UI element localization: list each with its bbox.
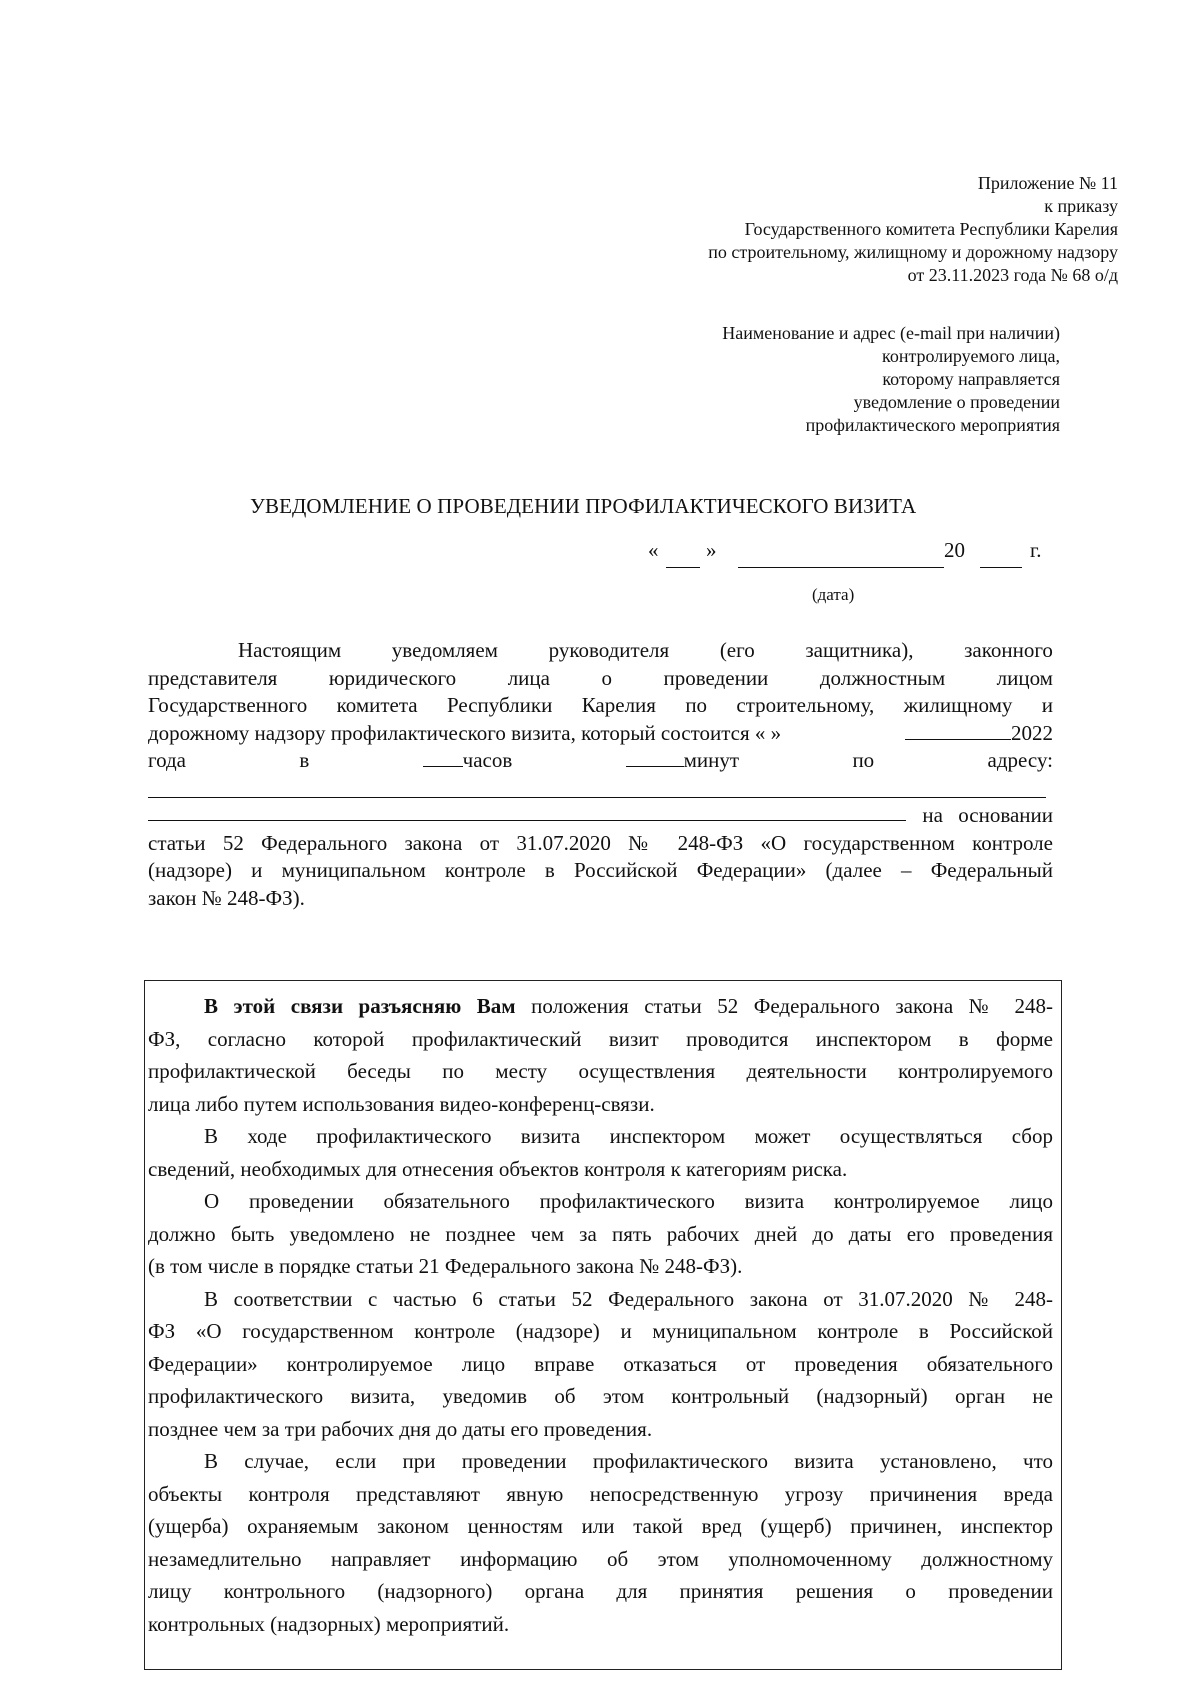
notice-paragraph-2: В ходе профилактического визита инспектором может осуществляться сбор сведений, необходимых для отнесения объектов контроля к категориям риска. (148, 1124, 1053, 1181)
notice-text (148, 990, 1053, 1640)
addressee-line: контролируемого лица, (881, 346, 1060, 366)
date-caption: (дата) (812, 585, 855, 604)
intro-line-10: закон № 248-ФЗ). (148, 885, 305, 910)
visit-minutes-blank[interactable] (626, 748, 684, 767)
intro-line-4: дорожному надзору профилактического визита, который состоится « » 2022 (148, 720, 1053, 745)
notice-paragraph-3: О проведении обязательного профилактического визита контролируемое лицо должно быть уведомлено не позднее чем за пять рабочих дней до даты его проведения (в том числе в порядке статьи 21 Федерального закона № 248-ФЗ). (148, 1189, 1053, 1278)
addressee-line: которому направляется (882, 369, 1060, 389)
notice-paragraph-4: В соответствии с частью 6 статьи 52 Федерального закона от 31.07.2020 № 248- ФЗ «О государственном контроле (надзоре) и муниципальном контроле в Российской Федерации» контролируемое лицо вправе отказаться от проведения обязательного профилактического визита, уведомив об этом контрольный (надзорный) орган не позднее чем за три рабочих дня до даты его проведения. (148, 1286, 1053, 1441)
date-day-blank[interactable] (666, 567, 700, 568)
intro-line-5: года в часов минут по адресу: (148, 748, 1053, 772)
intro-line-9: (надзоре) и муниципальном контроле в Российской Федерации» (далее – Федеральный (148, 858, 1053, 882)
visit-hours-blank[interactable] (423, 748, 463, 767)
addressee-block (722, 322, 1060, 437)
annex-line: Приложение № 11 (977, 173, 1118, 193)
notice-paragraph-1: В этой связи разъясняю Вам положения статьи 52 Федерального закона № 248- ФЗ, согласно которой профилактический визит проводится инспектором в форме профилактической беседы по месту осуществления деятельности контролируемого лица либо путем использования видео-конференц-связи. (148, 990, 1053, 1120)
address-blank-1[interactable] (148, 779, 1046, 798)
visit-month-blank[interactable] (905, 721, 1011, 740)
document-title: УВЕДОМЛЕНИЕ О ПРОВЕДЕНИИ ПРОФИЛАКТИЧЕСКОГО ВИЗИТА (250, 494, 917, 518)
intro-line-7: на основании (148, 802, 1053, 830)
annex-header (708, 172, 1118, 287)
intro-line-3: Государственного комитета Республики Карелия по строительному, жилищному и (148, 693, 1053, 717)
date-open-quote: « (648, 538, 659, 562)
intro-paragraph (148, 637, 1053, 912)
annex-line: от 23.11.2023 года № 68 о/д (907, 265, 1118, 285)
date-year-blank[interactable] (980, 567, 1022, 568)
notice-line: В этой связи разъясняю Вам положения статьи 52 Федерального закона № 248- (204, 994, 1053, 1018)
date-month-blank[interactable] (738, 567, 944, 568)
date-close-quote: » (706, 538, 717, 562)
date-year-prefix: 20 (944, 538, 965, 562)
intro-line-8: статьи 52 Федерального закона от 31.07.2020 № 248-ФЗ «О государственном контроле (148, 830, 1053, 855)
intro-line-2: представителя юридического лица о проведении должностным лицом (148, 665, 1053, 690)
address-blank-2[interactable] (148, 802, 906, 821)
addressee-line: Наименование и адрес (e-mail при наличии) (722, 323, 1060, 343)
intro-line-1: Настоящим уведомляем руководителя (его защитника), законного (238, 638, 1053, 662)
annex-line: по строительному, жилищному и дорожному надзору (708, 242, 1118, 262)
address-line-1 (148, 775, 1053, 803)
notice-paragraph-5: В случае, если при проведении профилактического визита установлено, что объекты контроля представляют явную непосредственную угрозу причинения вреда (ущерба) охраняемым законом ценностям или такой вред (ущерб) причинен, инспектор незамедлительно направляет информацию об этом уполномоченному должностному лицу контрольного (надзорного) органа для принятия решения о проведении контрольных (надзорных) мероприятий. (148, 1449, 1053, 1636)
annex-line: к приказу (1044, 196, 1118, 216)
annex-line: Государственного комитета Республики Карелия (744, 219, 1118, 239)
date-year-suffix: г. (1030, 538, 1042, 562)
addressee-line: уведомление о проведении (853, 392, 1060, 412)
addressee-line: профилактического мероприятия (805, 415, 1060, 435)
